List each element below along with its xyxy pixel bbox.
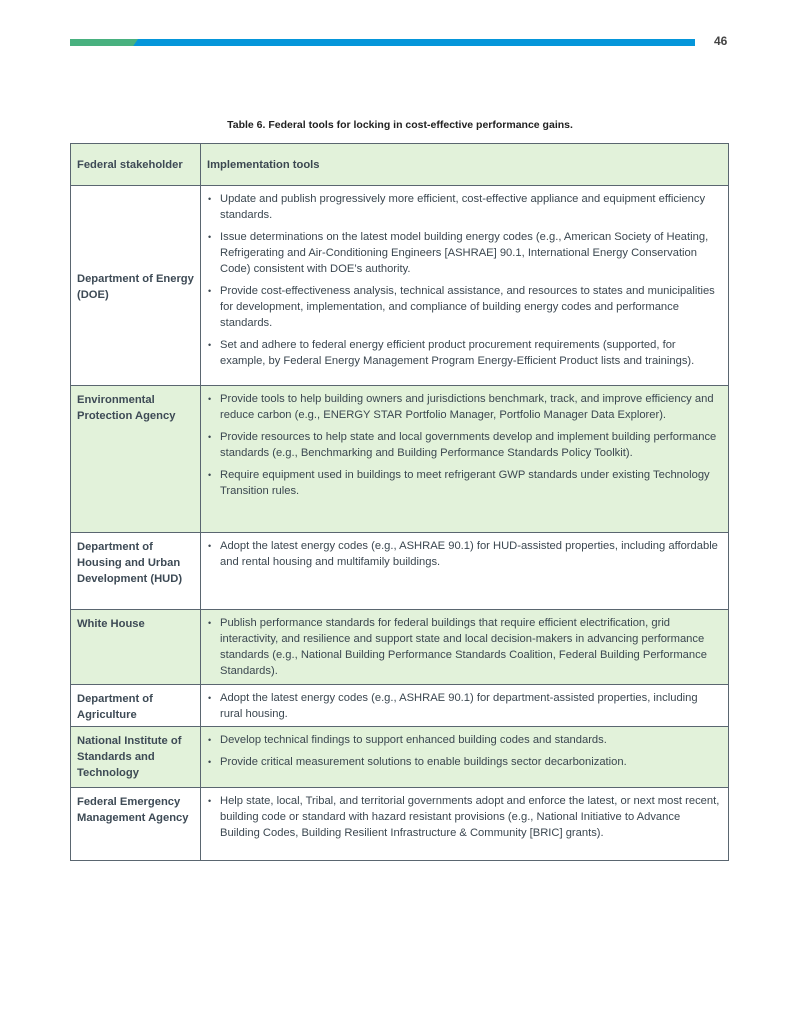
table-row xyxy=(71,727,729,788)
header-stakeholder: Federal stakeholder xyxy=(71,144,201,186)
tools-list xyxy=(207,615,722,679)
federal-tools-table xyxy=(70,143,729,861)
tool-item: • Develop technical findings to support enhanced building codes and standards. xyxy=(207,732,722,748)
tools-cell xyxy=(201,727,729,788)
header-tools: Implementation tools xyxy=(201,144,729,186)
tools-list xyxy=(207,391,722,499)
tools-list xyxy=(207,793,722,841)
header-accent-green xyxy=(70,39,138,46)
tools-list xyxy=(207,191,722,369)
tools-list xyxy=(207,538,722,570)
tool-item: • Publish performance standards for federal buildings that require efficient electrification, grid interactivity, and resilience and support state and local decision-makers in advancing performance standards (e.g., National Building Performance Standards Coalition, Federal Building Performance Standards). xyxy=(207,615,722,679)
table-row xyxy=(71,186,729,386)
table-row xyxy=(71,685,729,727)
stakeholder-cell: Environmental Protection Agency xyxy=(71,386,201,533)
tool-item: • Require equipment used in buildings to meet refrigerant GWP standards under existing Technology Transition rules. xyxy=(207,467,722,499)
stakeholder-cell: Federal Emergency Management Agency xyxy=(71,788,201,861)
stakeholder-cell: National Institute of Standards and Technology xyxy=(71,727,201,788)
stakeholder-cell: Department of Energy (DOE) xyxy=(71,186,201,386)
stakeholder-cell: Department of Housing and Urban Development (HUD) xyxy=(71,533,201,610)
table-row xyxy=(71,788,729,861)
tool-item: • Set and adhere to federal energy efficient product procurement requirements (supported, for example, by Federal Energy Management Program Energy-Efficient Product lists and trainings). xyxy=(207,337,722,369)
table-header-row xyxy=(71,144,729,186)
table-row xyxy=(71,386,729,533)
page-number: 46 xyxy=(714,34,728,48)
tool-item: • Provide cost-effectiveness analysis, technical assistance, and resources to states and municipalities for development, implementation, and compliance of building energy codes and performance standards. xyxy=(207,283,722,331)
tool-item: • Adopt the latest energy codes (e.g., ASHRAE 90.1) for department-assisted properties, including rural housing. xyxy=(207,690,722,722)
tool-item: • Issue determinations on the latest model building energy codes (e.g., American Society of Heating, Refrigerating and Air-Conditioning Engineers [ASHRAE] 90.1, International Energy Conservation Code) consistent with DOE’s authority. xyxy=(207,229,722,277)
stakeholder-cell: Department of Agriculture xyxy=(71,685,201,727)
tools-cell xyxy=(201,386,729,533)
tool-item: • Adopt the latest energy codes (e.g., ASHRAE 90.1) for HUD-assisted properties, including affordable and rental housing and multifamily buildings. xyxy=(207,538,722,570)
tool-item: • Provide critical measurement solutions to enable buildings sector decarbonization. xyxy=(207,754,722,770)
tools-cell xyxy=(201,610,729,685)
table-row xyxy=(71,533,729,610)
tool-item: • Help state, local, Tribal, and territorial governments adopt and enforce the latest, or next most recent, building code or standard with hazard resistant provisions (e.g., National Initiative to Advance Building Codes, Building Resilient Infrastructure & Community [BRIC] grants). xyxy=(207,793,722,841)
tool-item: • Provide tools to help building owners and jurisdictions benchmark, track, and improve efficiency and reduce carbon (e.g., ENERGY STAR Portfolio Manager, Portfolio Manager Data Explorer). xyxy=(207,391,722,423)
stakeholder-cell: White House xyxy=(71,610,201,685)
tools-cell xyxy=(201,533,729,610)
tools-list xyxy=(207,690,722,722)
header-accent-bar xyxy=(70,39,695,46)
table-caption: Table 6. Federal tools for locking in cost-effective performance gains. xyxy=(227,119,573,131)
tools-list xyxy=(207,732,722,770)
table-row xyxy=(71,610,729,685)
tools-cell xyxy=(201,186,729,386)
tools-cell xyxy=(201,685,729,727)
tools-cell xyxy=(201,788,729,861)
tool-item: • Provide resources to help state and local governments develop and implement building performance standards (e.g., Benchmarking and Building Performance Standards Policy Toolkit). xyxy=(207,429,722,461)
tool-item: • Update and publish progressively more efficient, cost-effective appliance and equipment efficiency standards. xyxy=(207,191,722,223)
